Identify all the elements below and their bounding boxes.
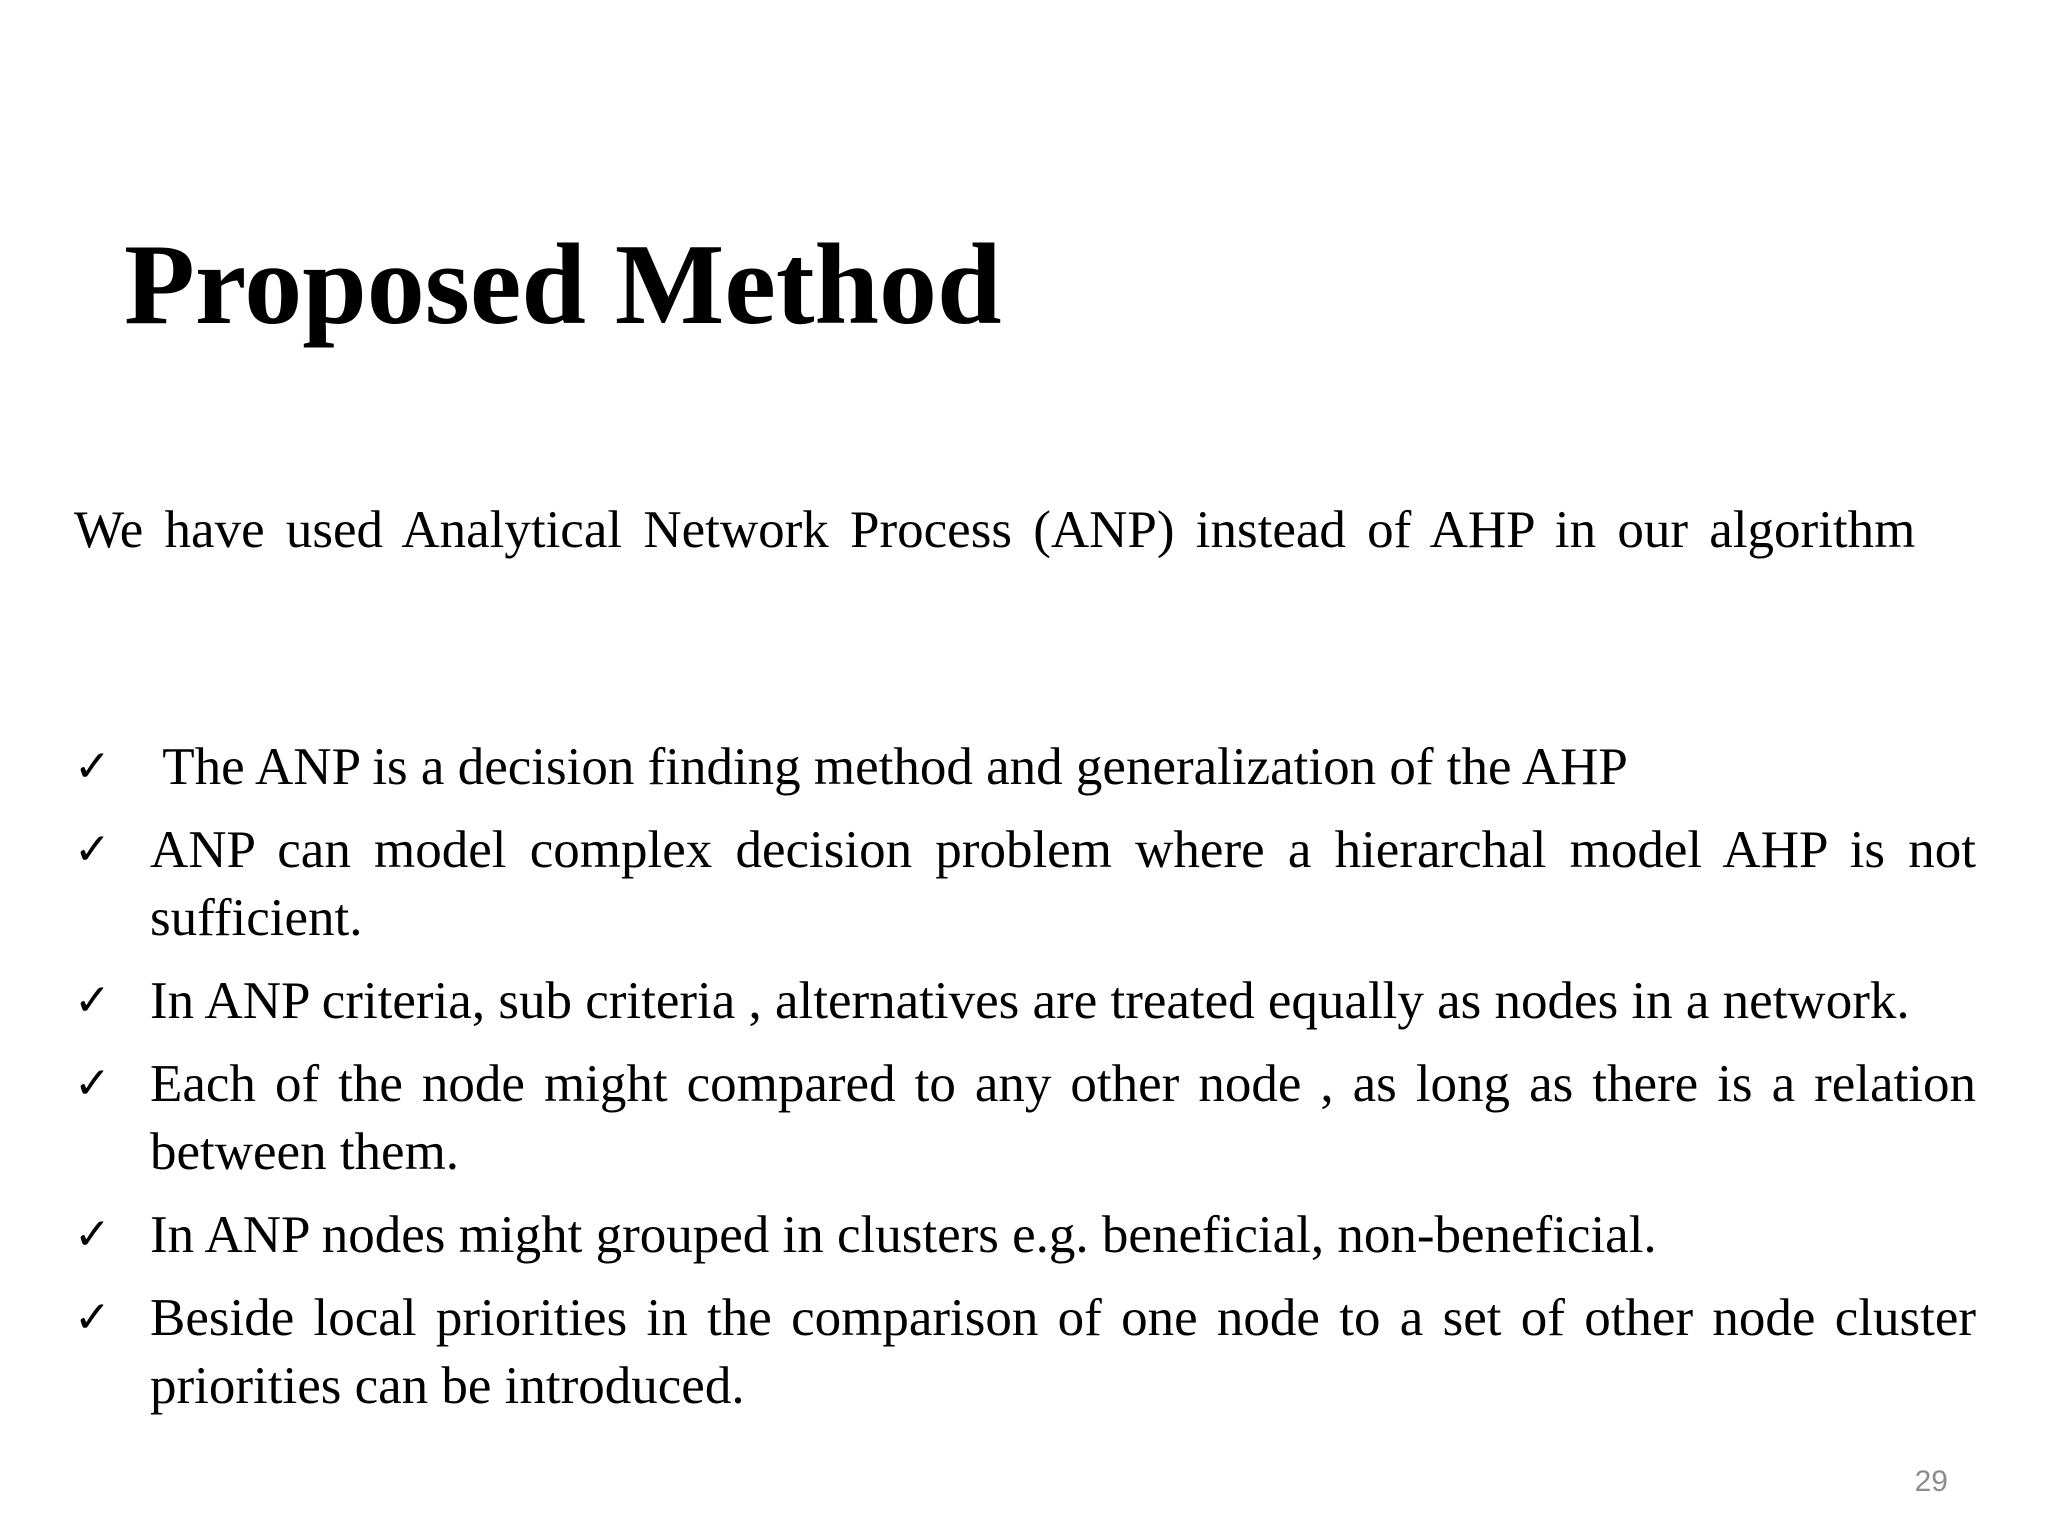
check-icon: ✓ <box>74 1292 111 1343</box>
bullet-text: Beside local priorities in the comparison of one node to a set of other node cluster priorities can be introduced. <box>150 1289 1976 1415</box>
check-icon: ✓ <box>74 1209 111 1260</box>
bullet-text: In ANP nodes might grouped in clusters e.g. beneficial, non-beneficial. <box>150 1206 1657 1264</box>
bullet-text: In ANP criteria, sub criteria , alternatives are treated equally as nodes in a network. <box>150 972 1910 1030</box>
bullet-text: The ANP is a decision finding method and generalization of the AHP <box>150 738 1628 796</box>
check-icon: ✓ <box>74 1058 111 1109</box>
list-item <box>74 1050 1976 1186</box>
page-number: 29 <box>1914 1465 1948 1498</box>
bullet-text: ANP can model complex decision problem where a hierarchal model AHP is not sufficient. <box>150 821 1976 947</box>
list-item <box>74 1284 1976 1420</box>
list-item <box>74 733 1976 801</box>
intro-paragraph: We have used Analytical Network Process (ANP) instead of AHP in our algorithm <box>74 501 1916 559</box>
slide-title: Proposed Method <box>124 221 1002 349</box>
list-item <box>74 967 1976 1035</box>
list-item <box>74 816 1976 952</box>
list-item <box>74 1201 1976 1269</box>
bullet-list <box>74 733 1976 1435</box>
check-icon: ✓ <box>74 975 111 1026</box>
bullet-text: Each of the node might compared to any other node , as long as there is a relation between them. <box>150 1055 1976 1181</box>
check-icon: ✓ <box>74 741 111 792</box>
check-icon: ✓ <box>74 824 111 875</box>
